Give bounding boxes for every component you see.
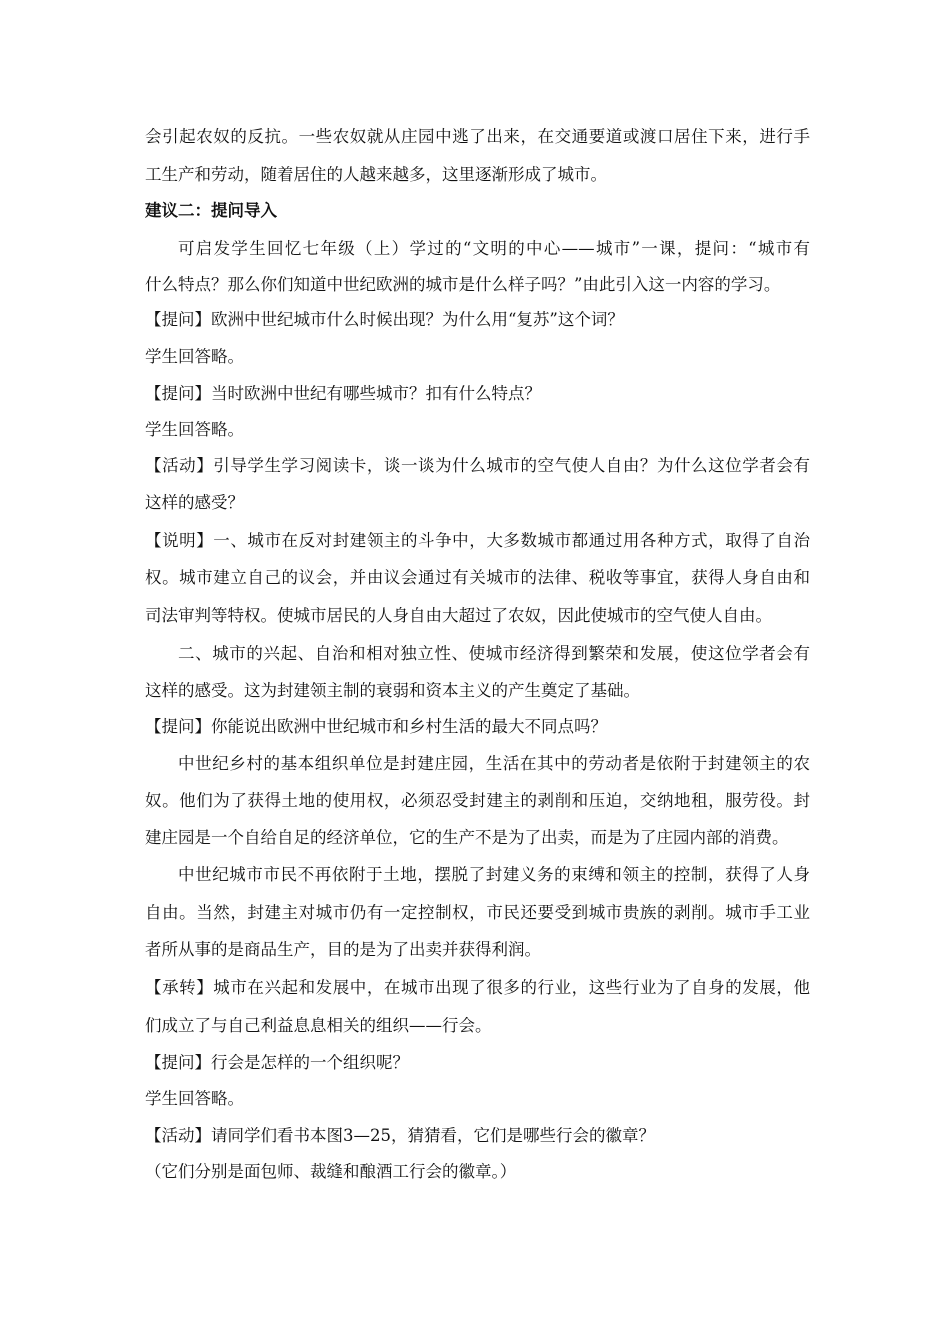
text-line: 工生产和劳动，随着居住的人越来越多，这里逐渐形成了城市。 <box>145 165 607 184</box>
text-line: 【提问】当时欧洲中世纪有哪些城市？扣有什么特点？ <box>145 384 541 403</box>
text-line: 【提问】欧洲中世纪城市什么时候出现？为什么用“复苏”这个词？ <box>145 310 624 329</box>
text-line: 可启发学生回忆七年级（上）学过的“文明的中心——城市”一课，提问：“城市有 <box>178 239 810 258</box>
text-line: （它们分别是面包师、裁缝和酿酒工行会的徽章。） <box>145 1162 517 1181</box>
text-line: 【提问】行会是怎样的一个组织呢？ <box>145 1053 409 1072</box>
text-line: 【活动】请同学们看书本图3—25，猜猜看，它们是哪些行会的徽章？ <box>145 1126 655 1145</box>
text-line: 学生回答略。 <box>145 420 244 439</box>
text-line: 们成立了与自己利益息息相关的组织——行会。 <box>145 1016 492 1035</box>
text-line: 二、城市的兴起、自治和相对独立性、使城市经济得到繁荣和发展，使这位学者会有 <box>178 644 810 663</box>
text-line: 什么特点？那么你们知道中世纪欧洲的城市是什么样子吗？”由此引入这一内容的学习。 <box>145 275 781 294</box>
text-line: 这样的感受。这为封建领主制的衰弱和资本主义的产生奠定了基础。 <box>145 681 640 700</box>
text-line: 中世纪城市市民不再依附于土地，摆脱了封建义务的束缚和领主的控制，获得了人身 <box>178 865 810 884</box>
text-line: 建庄园是一个自给自足的经济单位，它的生产不是为了出卖，而是为了庄园内部的消费。 <box>145 828 789 847</box>
text-line: 【说明】一、城市在反对封建领主的斗争中，大多数城市都通过用各种方式，取得了自治 <box>145 531 810 550</box>
section-heading: 建议二：提问导入 <box>145 201 277 220</box>
text-line: 会引起农奴的反抗。一些农奴就从庄园中逃了出来，在交通要道或渡口居住下来，进行手 <box>145 127 810 146</box>
text-line: 者所从事的是商品生产，目的是为了出卖并获得利润。 <box>145 940 541 959</box>
text-line: 这样的感受？ <box>145 493 244 512</box>
text-line: 【活动】引导学生学习阅读卡，谈一谈为什么城市的空气使人自由？为什么这位学者会有 <box>145 456 810 475</box>
text-line: 【承转】城市在兴起和发展中，在城市出现了很多的行业，这些行业为了自身的发展，他 <box>145 978 810 997</box>
text-line: 中世纪乡村的基本组织单位是封建庄园，生活在其中的劳动者是依附于封建领主的农 <box>178 754 810 773</box>
text-line: 学生回答略。 <box>145 347 244 366</box>
text-line: 自由。当然，封建主对城市仍有一定控制权，市民还要受到城市贵族的剥削。城市手工业 <box>145 903 810 922</box>
text-line: 【提问】你能说出欧洲中世纪城市和乡村生活的最大不同点吗？ <box>145 717 607 736</box>
text-line: 司法审判等特权。使城市居民的人身自由大超过了农奴，因此使城市的空气使人自由。 <box>145 606 772 625</box>
text-line: 学生回答略。 <box>145 1089 244 1108</box>
text-line: 权。城市建立自己的议会，并由议会通过有关城市的法律、税收等事宜，获得人身自由和 <box>145 568 810 587</box>
text-line: 奴。他们为了获得土地的使用权，必须忍受封建主的剥削和压迫，交纳地租，服劳役。封 <box>145 791 810 810</box>
document-page <box>145 118 810 1182</box>
